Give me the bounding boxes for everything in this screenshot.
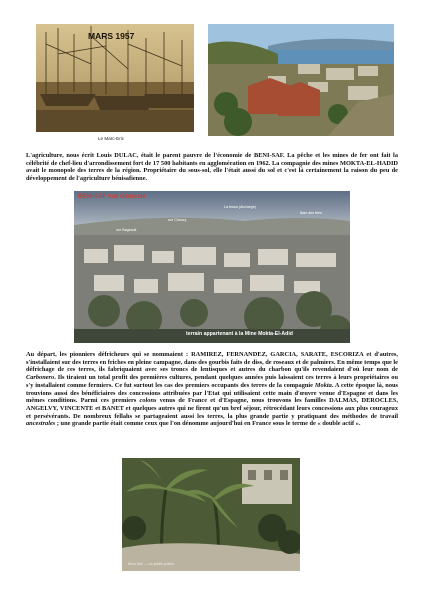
label-baie-des-fees: Baie des fées — [300, 211, 322, 215]
garden-photo — [122, 458, 300, 571]
general-view-bottom-caption: terrain appartenant à la Mine Mokta-El-Adid — [186, 331, 293, 337]
harbour-photo-title: MARS 1957 — [88, 31, 135, 41]
pioneers-text-1: Au départ, les pionniers défricheurs qui se nommaient : RAMIREZ, FERNANDEZ, GARCIA, SARATE, ESCORIZA et d'autres, s'installaient sur des terres en friches en pleine campagne, dans des gourbis faits de diss, de roseaux et de palmiers. En même temps que le défrichage de ces terres, ils fabriquaient avec ses troncs de lentisques et autres du charbon qu'ils revendaient d'où leur nom de — [26, 351, 398, 374]
ancestrales-term: ancestrales — [26, 420, 56, 428]
pioneers-text-4: venus de France et d'Espagne, nous trouvons les familles DALMAS, DEROCLES, ANGELVY, VINCENTE et BANET et quelques autres qui ne firent qu'un bref séjour, rétrocédant leurs concessions aux plus courageux et persévérants. De nombreux fellahs se partageaient aussi les terres, la plus grande partie y pratiquant des méthodes de travail — [26, 397, 398, 420]
label-rue-chanzy: rue Chanzy — [168, 218, 187, 222]
harbour-photo — [36, 24, 194, 132]
label-rue-bageault: rue Bageault — [116, 228, 137, 232]
pioneers-text-2: . Ils tiraient un total profit des premières cultures, pendant quelques années puis laissaient ces terres à leurs propriétaires ou s'y installaient comme fermiers. Ce fut surtout les cas des premiers occupants des terres de la compagnie — [26, 374, 398, 389]
garden-illustration — [122, 458, 300, 571]
general-view-title: BENI-SAF vue Générale — [78, 194, 146, 200]
coast-view-illustration — [208, 24, 394, 136]
general-view-photo — [74, 191, 350, 343]
harbour-photo-caption: Le Marc-Eric — [98, 136, 125, 141]
coast-view-photo — [208, 24, 394, 136]
pioneers-text-3: . A cette époque là, nous trouvions aussi des bénéficiaires des concessions attribuées par l'Etat qui utilisaient cette main d'œuvre venue d'Espagne et dans les mêmes conditions. Parmi ces premiers — [26, 381, 398, 405]
carbonero-term: Carbonero — [26, 374, 55, 382]
label-la-tessa: La tessa (décharge) — [224, 205, 256, 209]
pioneers-paragraph — [26, 351, 398, 428]
mokta-term: Mokta — [314, 381, 332, 389]
colons-term: colons — [139, 397, 157, 405]
intro-paragraph: L'agriculture, nous écrit Louis DULAC, était le parent pauvre de l'économie de BENI-SAF. La pêche et les mines de fer ont fait la célébrité de chef-lieu d'arrondissement fort de 17 500 habitants en agglomération en 1962. La compagnie des mines MOKTA-EL-HADID avait le monopole des terres de la région. Propriétaire du sous-sol, elle l'était aussi du sol et c'est là certainement la raison du peu de développement de l'agriculture bénisafienne. — [26, 152, 398, 183]
pioneers-text-5: ; une grande partie était comme ceux que l'on dénomme aujourd'hui en France sous le terme de « double actif ». — [55, 420, 361, 428]
garden-photo-caption: Beni-Saf — Le jardin public — [128, 562, 175, 566]
